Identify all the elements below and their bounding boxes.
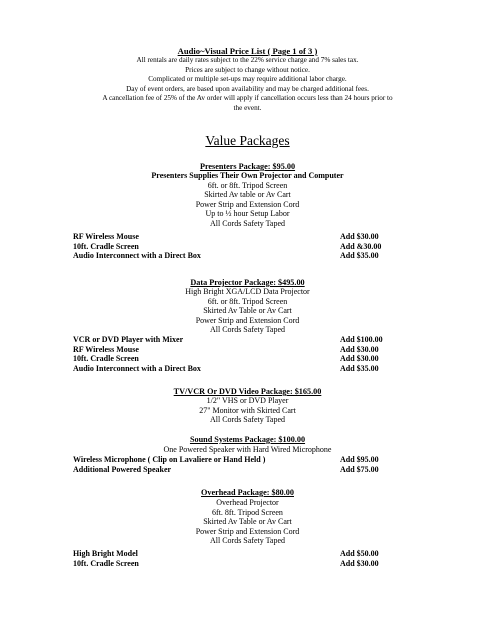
package-item: Up to ½ hour Setup Labor [205, 209, 290, 219]
addon-row [73, 455, 398, 465]
package-title-presenters: Presenters Package: $95.00 [199, 162, 296, 171]
package-item: Power Strip and Extension Cord [195, 199, 300, 209]
addon-price: Add $35.00 [340, 251, 379, 261]
addon-price: Add $50.00 [340, 549, 379, 558]
terms-notes [100, 56, 395, 114]
addon-label: VCR or DVD Player with Mixer [73, 335, 184, 344]
addon-label: 10ft. Cradle Screen [73, 558, 139, 568]
note-line: Day of event orders, are based upon availability and may be charged additional fees. [126, 84, 369, 93]
package-item: Power Strip and Extension Cord [195, 526, 300, 536]
addon-row [73, 345, 398, 355]
addon-label: Audio Interconnect with a Direct Box [73, 363, 201, 373]
addon-label: 10ft. Cradle Screen [73, 241, 139, 251]
package-item: 6ft. or 8ft. Tripod Screen [207, 180, 288, 190]
addons-data-projector [73, 335, 398, 373]
addon-label: 10ft. Cradle Screen [73, 354, 139, 364]
package-item: All Cords Safety Taped [209, 218, 286, 228]
document-title: Audio~Visual Price List ( Page 1 of 3 ) [177, 46, 318, 56]
addon-label: Wireless Microphone ( Clip on Lavaliere or Hand Held ) [73, 455, 266, 464]
addon-row [73, 335, 398, 345]
addon-price: Add $30.00 [340, 558, 379, 568]
package-item: Skirted Av table or Av Cart [204, 190, 291, 200]
package-item: High Bright XGA/LCD Data Projector [185, 287, 310, 296]
package-item: One Powered Speaker with Hard Wired Microphone [163, 445, 332, 454]
note-line: Complicated or multiple set-ups may require additional labor charge. [148, 75, 347, 84]
addon-label: Additional Powered Speaker [73, 464, 172, 474]
package-item: All Cords Safety Taped [209, 415, 286, 425]
addon-label: Audio Interconnect with a Direct Box [73, 251, 201, 261]
package-item: Skirted Av Table or Av Cart [203, 306, 292, 316]
addon-row [73, 549, 398, 559]
note-line: All rentals are daily rates subject to the 22% service charge and 7% sales tax. [136, 56, 359, 64]
package-title-tv-vcr: TV/VCR Or DVD Video Package: $165.00 [173, 387, 322, 396]
addon-row [73, 354, 398, 364]
addon-price: Add &30.00 [340, 241, 382, 251]
package-item: Power Strip and Extension Cord [195, 315, 300, 325]
note-line: A cancellation fee of 25% of the Av order will apply if cancellation occurs less than 24 hours prior to the event. [102, 94, 393, 112]
addon-price: Add $30.00 [340, 344, 379, 354]
package-title-data-projector: Data Projector Package: $495.00 [190, 278, 305, 287]
addon-price: Add $75.00 [340, 464, 379, 474]
addon-price: Add $100.00 [340, 335, 383, 344]
package-item: All Cords Safety Taped [209, 325, 286, 335]
addon-row [73, 364, 398, 374]
addon-row [73, 559, 398, 569]
addon-label: High Bright Model [73, 549, 138, 558]
addon-price: Add $30.00 [340, 232, 379, 241]
addon-label: RF Wireless Mouse [73, 344, 139, 354]
addon-price: Add $30.00 [340, 354, 379, 364]
package-title-sound-systems: Sound Systems Package: $100.00 [189, 435, 306, 444]
package-subtitle: Presenters Supplies Their Own Projector and Computer [151, 171, 344, 180]
package-items-data-projector [0, 287, 495, 335]
addon-row [73, 232, 398, 242]
addon-row [73, 251, 398, 261]
addons-overhead [73, 549, 398, 568]
addon-price: Add $35.00 [340, 363, 379, 373]
section-title: Value Packages [205, 133, 290, 148]
package-title-overhead: Overhead Package: $80.00 [200, 488, 294, 497]
addon-row [73, 465, 398, 475]
addon-label: RF Wireless Mouse [73, 232, 139, 241]
package-item: 1/2" VHS or DVD Player [206, 396, 289, 405]
package-item: Overhead Projector [216, 498, 279, 507]
package-items-tv-vcr [0, 396, 495, 425]
addons-sound-systems [73, 455, 398, 474]
package-item: 6ft. 8ft. Tripod Screen [212, 507, 283, 517]
addon-price: Add $95.00 [340, 455, 379, 464]
package-items-overhead [0, 498, 495, 546]
note-line: Prices are subject to change without notice. [185, 65, 310, 74]
package-item: 27" Monitor with Skirted Cart [199, 405, 296, 415]
addon-row [73, 242, 398, 252]
package-item: Skirted Av Table or Av Cart [203, 517, 292, 527]
package-items-sound-systems [0, 445, 495, 455]
package-items-presenters [0, 171, 495, 229]
addons-presenters [73, 232, 398, 261]
package-item: 6ft. or 8ft. Tripod Screen [207, 296, 288, 306]
package-item: All Cords Safety Taped [209, 536, 286, 546]
